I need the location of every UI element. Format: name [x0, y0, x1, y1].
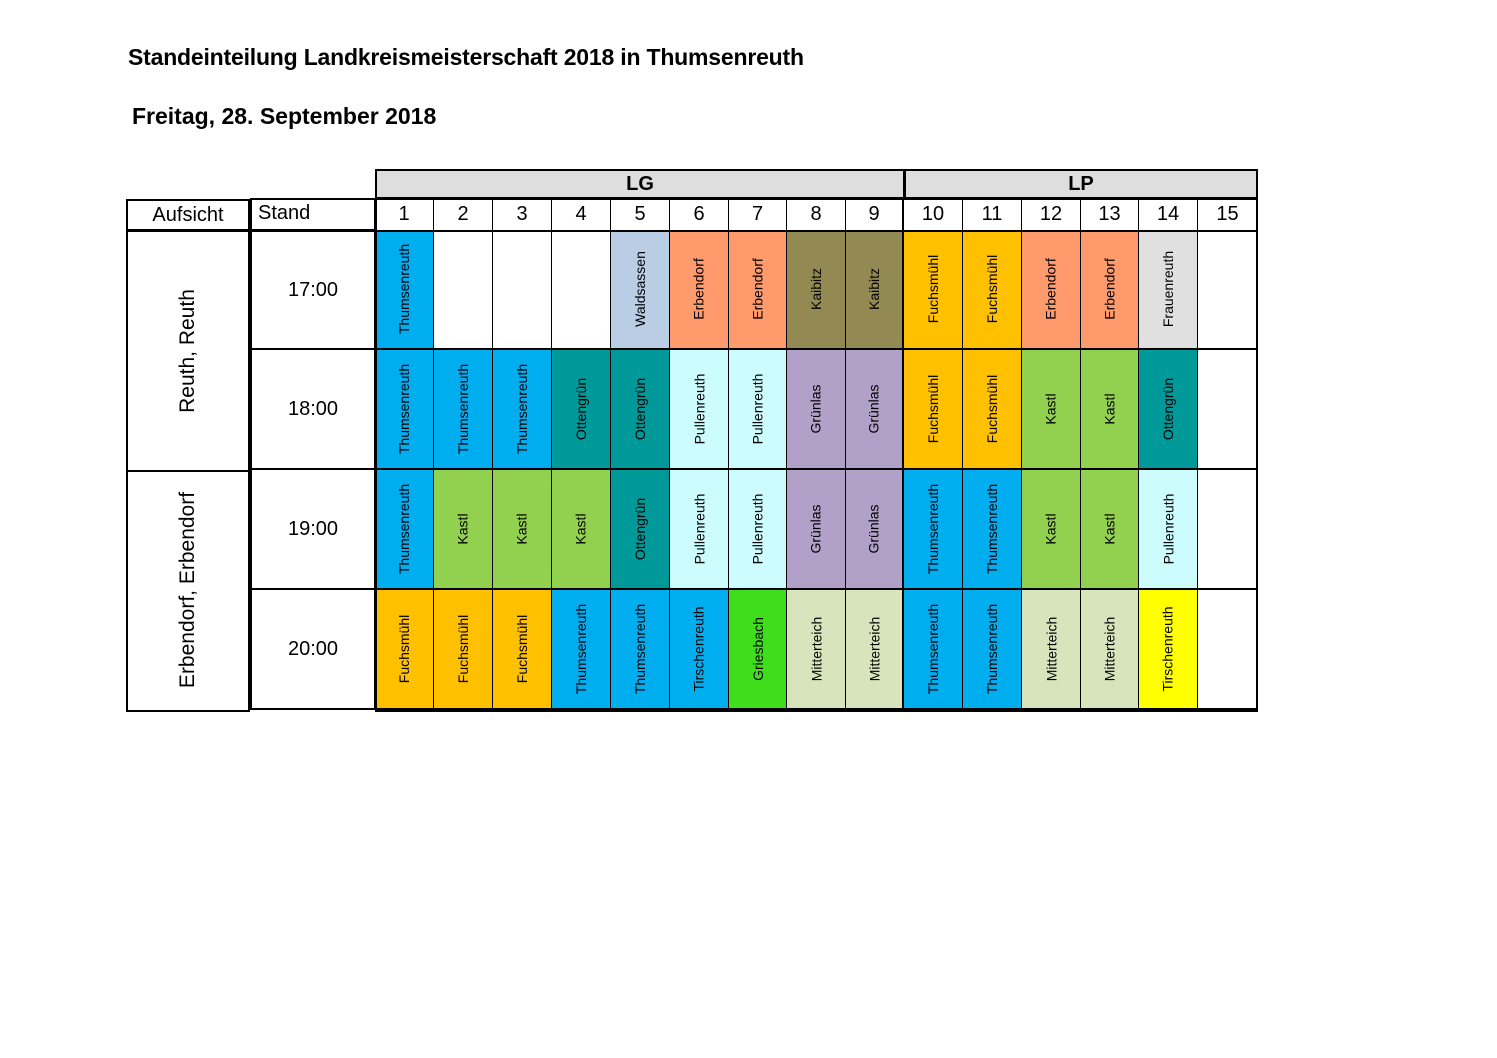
club-name: Tirschenreuth: [691, 606, 708, 692]
club-cell: [904, 350, 963, 470]
club-cell: [1198, 470, 1257, 590]
stand-number-3: 3: [493, 198, 552, 231]
club-cell: [787, 350, 846, 470]
stand-number-7: 7: [729, 198, 787, 231]
club-cell: [846, 230, 904, 350]
club-name: Erbendorf: [1101, 258, 1118, 320]
club-cell: [552, 470, 611, 590]
club-cell: [787, 230, 846, 350]
club-name: Kastl: [1043, 393, 1059, 425]
club-cell: [493, 590, 552, 710]
time-slot: 17:00: [250, 230, 376, 350]
club-cell: [375, 230, 434, 350]
club-cell: [552, 230, 611, 350]
stand-number-2: 2: [434, 198, 493, 231]
stand-number-4: 4: [552, 198, 611, 231]
club-name: Thumsenreuth: [396, 243, 412, 335]
club-name: Fuchsmühl: [984, 374, 1000, 444]
club-cell: [1139, 230, 1198, 350]
club-name: Kastl: [1101, 393, 1118, 425]
club-name: Pullenreuth: [1160, 493, 1177, 565]
club-name: Erbendorf: [1043, 258, 1060, 320]
club-cell: [611, 350, 670, 470]
club-cell: [493, 230, 552, 350]
club-cell: [904, 590, 963, 710]
club-cell: [493, 350, 552, 470]
club-name: Grünlas: [808, 384, 824, 434]
club-cell: [1081, 230, 1139, 350]
club-name: Kastl: [514, 513, 530, 545]
club-cell: [963, 590, 1022, 710]
stand-number-11: 11: [963, 198, 1022, 231]
club-name: Thumsenreuth: [514, 363, 530, 455]
stand-number-13: 13: [1081, 198, 1139, 231]
club-name: Kaibitz: [808, 267, 824, 311]
club-name: Ottengrün: [1160, 377, 1177, 441]
club-name: Fuchsmühl: [925, 374, 941, 444]
stand-number-14: 14: [1139, 198, 1198, 231]
club-cell: [434, 350, 493, 470]
club-name: Griesbach: [749, 617, 766, 681]
club-name: Thumsenreuth: [632, 603, 648, 695]
club-cell: [493, 470, 552, 590]
club-name: Thumsenreuth: [573, 603, 589, 695]
supervisor-name: Reuth, Reuth: [176, 289, 199, 413]
club-name: Ottengrün: [632, 377, 649, 441]
club-cell: [904, 470, 963, 590]
stand-number-5: 5: [611, 198, 670, 231]
club-cell: [611, 470, 670, 590]
club-name: Thumsenreuth: [925, 603, 941, 695]
aufsicht-header: Aufsicht: [126, 199, 250, 231]
club-cell: [787, 590, 846, 710]
club-cell: [611, 230, 670, 350]
club-cell: [611, 590, 670, 710]
club-cell: [670, 470, 729, 590]
club-name: Fuchsmühl: [396, 614, 412, 684]
supervisor-cell: [126, 470, 250, 712]
club-cell: [552, 350, 611, 470]
club-cell: [846, 590, 904, 710]
club-cell: [1022, 590, 1081, 710]
club-name: Kastl: [573, 513, 589, 545]
club-cell: [904, 230, 963, 350]
club-name: Mitterteich: [1101, 616, 1118, 682]
stand-number-15: 15: [1216, 203, 1239, 225]
club-name: Kastl: [1043, 513, 1059, 545]
page-title: Standeinteilung Landkreismeisterschaft 2018 in Thumsenreuth: [128, 44, 804, 70]
club-name: Tirschenreuth: [1160, 606, 1177, 692]
time-slot: 20:00: [250, 590, 376, 710]
club-name: Grünlas: [866, 384, 882, 434]
club-name: Ottengrün: [573, 377, 590, 441]
club-cell: [434, 590, 493, 710]
club-cell: [1198, 350, 1257, 470]
club-cell: [729, 470, 787, 590]
club-cell: [963, 230, 1022, 350]
club-cell: [1022, 350, 1081, 470]
club-cell: [1198, 590, 1257, 710]
page-subtitle: Freitag, 28. September 2018: [132, 103, 437, 129]
club-cell: [787, 470, 846, 590]
stand-number-12: 12: [1022, 198, 1081, 231]
club-cell: [846, 350, 904, 470]
time-slot: 18:00: [250, 350, 376, 470]
club-name: Thumsenreuth: [984, 483, 1000, 575]
group-header-lp: LP: [904, 169, 1258, 199]
club-name: Fuchsmühl: [455, 614, 471, 684]
club-cell: [1139, 590, 1198, 710]
supervisor-cell: [126, 230, 250, 472]
stand-header: Stand: [250, 198, 376, 231]
club-cell: [729, 590, 787, 710]
club-cell: [1198, 230, 1257, 350]
club-name: Thumsenreuth: [455, 363, 471, 455]
group-header-lg: LG: [375, 169, 905, 199]
club-name: Fuchsmühl: [984, 254, 1000, 324]
club-name: Fuchsmühl: [514, 614, 530, 684]
time-slot: 19:00: [250, 470, 376, 590]
club-name: Grünlas: [866, 504, 882, 554]
club-cell: [1081, 590, 1139, 710]
club-cell: [552, 590, 611, 710]
club-cell: [670, 350, 729, 470]
club-cell: [1139, 470, 1198, 590]
club-cell: [1022, 470, 1081, 590]
club-cell: [729, 350, 787, 470]
club-name: Frauenreuth: [1160, 250, 1176, 328]
club-name: Erbendorf: [749, 258, 766, 320]
club-name: Erbendorf: [691, 258, 708, 320]
stand-number-9: 9: [846, 198, 904, 231]
club-cell: [434, 230, 493, 350]
club-name: Kastl: [455, 513, 471, 545]
club-name: Pullenreuth: [749, 493, 766, 565]
club-cell: [1022, 230, 1081, 350]
club-cell: [375, 350, 434, 470]
club-cell: [963, 470, 1022, 590]
club-name: Thumsenreuth: [396, 483, 412, 575]
club-name: Thumsenreuth: [925, 483, 941, 575]
club-cell: [670, 230, 729, 350]
club-cell: [963, 350, 1022, 470]
club-name: Pullenreuth: [749, 373, 766, 445]
club-cell: [1139, 350, 1198, 470]
club-name: Ottengrün: [632, 497, 649, 561]
stand-number-6: 6: [670, 198, 729, 231]
club-name: Fuchsmühl: [925, 254, 941, 324]
supervisor-name: Erbendorf, Erbendorf: [176, 491, 199, 689]
club-cell: [729, 230, 787, 350]
club-name: Waldsassen: [632, 251, 648, 327]
club-name: Grünlas: [808, 504, 824, 554]
club-cell: [846, 470, 904, 590]
club-cell: [670, 590, 729, 710]
club-cell: [375, 590, 434, 710]
stand-number-1: 1: [375, 198, 434, 231]
club-name: Kaibitz: [866, 267, 882, 311]
club-name: Mitterteich: [808, 616, 825, 682]
club-name: Pullenreuth: [691, 493, 708, 565]
club-name: Mitterteich: [866, 616, 883, 682]
club-name: Kastl: [1101, 513, 1118, 545]
club-cell: [434, 470, 493, 590]
club-cell: [375, 470, 434, 590]
club-name: Mitterteich: [1043, 616, 1060, 682]
club-cell: [1081, 350, 1139, 470]
club-name: Thumsenreuth: [984, 603, 1000, 695]
club-name: Thumsenreuth: [396, 363, 412, 455]
club-cell: [1081, 470, 1139, 590]
stand-number-10: 10: [904, 198, 963, 231]
stand-number-8: 8: [787, 198, 846, 231]
club-name: Pullenreuth: [691, 373, 708, 445]
